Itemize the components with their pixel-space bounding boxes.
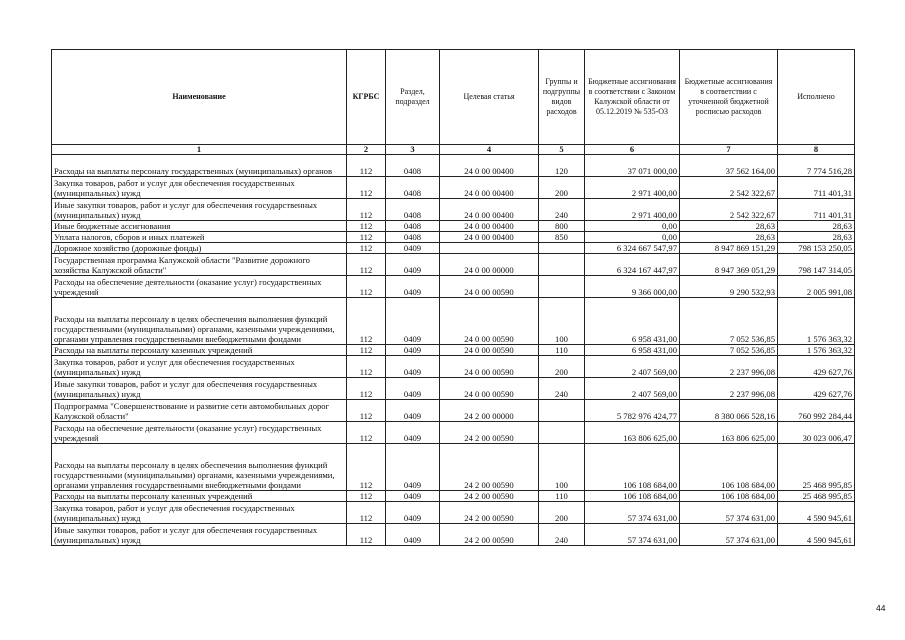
row-target-article-cell: 24 0 00 00590 xyxy=(440,356,539,378)
table-row xyxy=(52,276,855,298)
col-number: 3 xyxy=(386,145,440,155)
row-section-cell: 0409 xyxy=(386,378,440,400)
row-target-article-cell: 24 2 00 00590 xyxy=(440,502,539,524)
table-row xyxy=(52,400,855,422)
row-section-cell: 0409 xyxy=(386,444,440,491)
row-executed-amount-cell: 1 576 363,32 xyxy=(778,345,855,356)
table-row xyxy=(52,155,855,177)
row-revised-amount-cell: 7 052 536,85 xyxy=(680,345,778,356)
row-name-cell: Иные закупки товаров, работ и услуг для обеспечения государственных (муниципальных) нужд xyxy=(52,524,347,546)
row-executed-amount-cell: 1 576 363,32 xyxy=(778,298,855,345)
col-number: 2 xyxy=(347,145,386,155)
row-law-amount-cell: 6 958 431,00 xyxy=(585,345,680,356)
row-expense-type-cell xyxy=(539,243,585,254)
row-expense-type-cell: 110 xyxy=(539,345,585,356)
row-expense-type-cell: 240 xyxy=(539,524,585,546)
row-kgrbs-cell: 112 xyxy=(347,345,386,356)
row-target-article-cell: 24 0 00 00000 xyxy=(440,254,539,276)
row-revised-amount-cell: 8 947 869 151,29 xyxy=(680,243,778,254)
row-kgrbs-cell: 112 xyxy=(347,243,386,254)
row-target-article-cell: 24 0 00 00400 xyxy=(440,221,539,232)
col-number: 1 xyxy=(52,145,347,155)
row-name-cell: Расходы на выплаты персоналу в целях обеспечения выполнения функций государственными (муниципальными) органами, казенными учреждениями, органами управления государственными внебюджетными фондами xyxy=(52,444,347,491)
table-row xyxy=(52,378,855,400)
row-law-amount-cell: 2 971 400,00 xyxy=(585,177,680,199)
col-header-name: Наименование xyxy=(52,50,347,145)
row-section-cell: 0408 xyxy=(386,155,440,177)
col-number: 6 xyxy=(585,145,680,155)
row-target-article-cell: 24 2 00 00000 xyxy=(440,400,539,422)
row-executed-amount-cell: 429 627,76 xyxy=(778,378,855,400)
row-executed-amount-cell: 4 590 945,61 xyxy=(778,524,855,546)
row-law-amount-cell: 2 407 569,00 xyxy=(585,378,680,400)
row-target-article-cell: 24 0 00 00400 xyxy=(440,199,539,221)
row-revised-amount-cell: 8 380 066 528,16 xyxy=(680,400,778,422)
row-executed-amount-cell: 25 468 995,85 xyxy=(778,444,855,491)
row-expense-type-cell xyxy=(539,276,585,298)
row-target-article-cell: 24 2 00 00590 xyxy=(440,422,539,444)
row-target-article-cell: 24 2 00 00590 xyxy=(440,491,539,502)
row-revised-amount-cell: 9 290 532,93 xyxy=(680,276,778,298)
table-row xyxy=(52,254,855,276)
row-target-article-cell: 24 0 00 00400 xyxy=(440,155,539,177)
row-section-cell: 0409 xyxy=(386,298,440,345)
row-executed-amount-cell: 798 147 314,05 xyxy=(778,254,855,276)
row-target-article-cell: 24 2 00 00590 xyxy=(440,524,539,546)
row-executed-amount-cell: 798 153 250,05 xyxy=(778,243,855,254)
row-target-article-cell xyxy=(440,243,539,254)
col-header-target-article: Целевая статья xyxy=(440,50,539,145)
row-expense-type-cell: 240 xyxy=(539,199,585,221)
row-revised-amount-cell: 2 237 996,08 xyxy=(680,356,778,378)
row-section-cell: 0408 xyxy=(386,232,440,243)
row-kgrbs-cell: 112 xyxy=(347,378,386,400)
row-name-cell: Расходы на обеспечение деятельности (оказание услуг) государственных учреждений xyxy=(52,276,347,298)
row-kgrbs-cell: 112 xyxy=(347,221,386,232)
row-law-amount-cell: 37 071 000,00 xyxy=(585,155,680,177)
row-revised-amount-cell: 37 562 164,00 xyxy=(680,155,778,177)
row-executed-amount-cell: 28,63 xyxy=(778,221,855,232)
row-name-cell: Государственная программа Калужской области "Развитие дорожного хозяйства Калужской области" xyxy=(52,254,347,276)
table-row xyxy=(52,298,855,345)
row-executed-amount-cell: 429 627,76 xyxy=(778,356,855,378)
row-law-amount-cell: 57 374 631,00 xyxy=(585,524,680,546)
col-number: 8 xyxy=(778,145,855,155)
row-expense-type-cell: 200 xyxy=(539,356,585,378)
row-law-amount-cell: 5 782 976 424,77 xyxy=(585,400,680,422)
row-name-cell: Закупка товаров, работ и услуг для обеспечения государственных (муниципальных) нужд xyxy=(52,177,347,199)
row-executed-amount-cell: 25 468 995,85 xyxy=(778,491,855,502)
row-expense-type-cell: 100 xyxy=(539,444,585,491)
row-name-cell: Расходы на обеспечение деятельности (оказание услуг) государственных учреждений xyxy=(52,422,347,444)
table-row xyxy=(52,199,855,221)
row-kgrbs-cell: 112 xyxy=(347,254,386,276)
row-revised-amount-cell: 2 542 322,67 xyxy=(680,177,778,199)
col-header-expense-type: Группы и подгруппы видов расходов xyxy=(539,50,585,145)
row-law-amount-cell: 6 958 431,00 xyxy=(585,298,680,345)
row-section-cell: 0409 xyxy=(386,356,440,378)
row-law-amount-cell: 57 374 631,00 xyxy=(585,502,680,524)
row-revised-amount-cell: 106 108 684,00 xyxy=(680,491,778,502)
row-revised-amount-cell: 8 947 369 051,29 xyxy=(680,254,778,276)
row-section-cell: 0409 xyxy=(386,254,440,276)
page-number: 44 xyxy=(876,603,886,613)
row-expense-type-cell: 800 xyxy=(539,221,585,232)
row-expense-type-cell xyxy=(539,400,585,422)
row-expense-type-cell: 110 xyxy=(539,491,585,502)
row-revised-amount-cell: 28,63 xyxy=(680,221,778,232)
row-executed-amount-cell: 711 401,31 xyxy=(778,199,855,221)
table-row xyxy=(52,502,855,524)
table-row xyxy=(52,177,855,199)
row-section-cell: 0409 xyxy=(386,400,440,422)
row-kgrbs-cell: 112 xyxy=(347,491,386,502)
row-expense-type-cell: 120 xyxy=(539,155,585,177)
row-executed-amount-cell: 28,63 xyxy=(778,232,855,243)
row-kgrbs-cell: 112 xyxy=(347,199,386,221)
row-kgrbs-cell: 112 xyxy=(347,232,386,243)
table-row xyxy=(52,444,855,491)
row-section-cell: 0409 xyxy=(386,491,440,502)
row-executed-amount-cell: 711 401,31 xyxy=(778,177,855,199)
row-revised-amount-cell: 7 052 536,85 xyxy=(680,298,778,345)
row-name-cell: Расходы на выплаты персоналу в целях обеспечения выполнения функций государственными (муниципальными) органами, казенными учреждениями, органами управления государственными внебюджетными фондами xyxy=(52,298,347,345)
row-kgrbs-cell: 112 xyxy=(347,155,386,177)
row-revised-amount-cell: 163 806 625,00 xyxy=(680,422,778,444)
row-name-cell: Закупка товаров, работ и услуг для обеспечения государственных (муниципальных) нужд xyxy=(52,502,347,524)
col-number: 4 xyxy=(440,145,539,155)
row-law-amount-cell: 163 806 625,00 xyxy=(585,422,680,444)
table-row xyxy=(52,345,855,356)
row-executed-amount-cell: 30 023 006,47 xyxy=(778,422,855,444)
row-name-cell: Иные закупки товаров, работ и услуг для обеспечения государственных (муниципальных) нужд xyxy=(52,199,347,221)
col-header-revised-allocations: Бюджетные ассигнования в соответствии с уточненной бюджетной росписью расходов xyxy=(680,50,778,145)
row-kgrbs-cell: 112 xyxy=(347,276,386,298)
row-name-cell: Уплата налогов, сборов и иных платежей xyxy=(52,232,347,243)
row-expense-type-cell xyxy=(539,254,585,276)
row-kgrbs-cell: 112 xyxy=(347,524,386,546)
col-number: 7 xyxy=(680,145,778,155)
col-header-kgrbs: КГРБС xyxy=(347,50,386,145)
row-name-cell: Подпрограмма "Совершенствование и развитие сети автомобильных дорог Калужской области" xyxy=(52,400,347,422)
row-section-cell: 0409 xyxy=(386,502,440,524)
row-section-cell: 0408 xyxy=(386,221,440,232)
row-kgrbs-cell: 112 xyxy=(347,356,386,378)
row-law-amount-cell: 6 324 667 547,97 xyxy=(585,243,680,254)
row-name-cell: Закупка товаров, работ и услуг для обеспечения государственных (муниципальных) нужд xyxy=(52,356,347,378)
row-law-amount-cell: 106 108 684,00 xyxy=(585,444,680,491)
table-row xyxy=(52,524,855,546)
row-law-amount-cell: 9 366 000,00 xyxy=(585,276,680,298)
table-body xyxy=(52,155,855,546)
row-section-cell: 0408 xyxy=(386,199,440,221)
row-revised-amount-cell: 2 237 996,08 xyxy=(680,378,778,400)
row-law-amount-cell: 2 407 569,00 xyxy=(585,356,680,378)
row-executed-amount-cell: 2 005 991,08 xyxy=(778,276,855,298)
row-name-cell: Иные бюджетные ассигнования xyxy=(52,221,347,232)
row-law-amount-cell: 0,00 xyxy=(585,232,680,243)
row-expense-type-cell xyxy=(539,422,585,444)
row-expense-type-cell: 240 xyxy=(539,378,585,400)
row-name-cell: Дорожное хозяйство (дорожные фонды) xyxy=(52,243,347,254)
row-expense-type-cell: 100 xyxy=(539,298,585,345)
row-name-cell: Иные закупки товаров, работ и услуг для обеспечения государственных (муниципальных) нужд xyxy=(52,378,347,400)
row-executed-amount-cell: 760 992 284,44 xyxy=(778,400,855,422)
row-law-amount-cell: 106 108 684,00 xyxy=(585,491,680,502)
row-target-article-cell: 24 0 00 00400 xyxy=(440,232,539,243)
col-header-executed: Исполнено xyxy=(778,50,855,145)
table-row xyxy=(52,221,855,232)
row-target-article-cell: 24 0 00 00590 xyxy=(440,276,539,298)
row-executed-amount-cell: 7 774 516,28 xyxy=(778,155,855,177)
row-law-amount-cell: 0,00 xyxy=(585,221,680,232)
col-header-section: Раздел, подраздел xyxy=(386,50,440,145)
table-row xyxy=(52,243,855,254)
row-expense-type-cell: 850 xyxy=(539,232,585,243)
row-kgrbs-cell: 112 xyxy=(347,444,386,491)
row-revised-amount-cell: 2 542 322,67 xyxy=(680,199,778,221)
row-expense-type-cell: 200 xyxy=(539,502,585,524)
row-revised-amount-cell: 106 108 684,00 xyxy=(680,444,778,491)
row-revised-amount-cell: 57 374 631,00 xyxy=(680,524,778,546)
row-section-cell: 0409 xyxy=(386,345,440,356)
row-revised-amount-cell: 28,63 xyxy=(680,232,778,243)
row-target-article-cell: 24 0 00 00590 xyxy=(440,345,539,356)
table-row xyxy=(52,491,855,502)
row-section-cell: 0409 xyxy=(386,524,440,546)
row-revised-amount-cell: 57 374 631,00 xyxy=(680,502,778,524)
table-row xyxy=(52,356,855,378)
row-law-amount-cell: 6 324 167 447,97 xyxy=(585,254,680,276)
row-kgrbs-cell: 112 xyxy=(347,177,386,199)
row-kgrbs-cell: 112 xyxy=(347,502,386,524)
row-expense-type-cell: 200 xyxy=(539,177,585,199)
row-name-cell: Расходы на выплаты персоналу государственных (муниципальных) органов xyxy=(52,155,347,177)
row-section-cell: 0408 xyxy=(386,177,440,199)
row-target-article-cell: 24 0 00 00590 xyxy=(440,378,539,400)
row-target-article-cell: 24 0 00 00400 xyxy=(440,177,539,199)
row-kgrbs-cell: 112 xyxy=(347,422,386,444)
row-target-article-cell: 24 0 00 00590 xyxy=(440,298,539,345)
table-row xyxy=(52,422,855,444)
row-kgrbs-cell: 112 xyxy=(347,298,386,345)
column-number-row xyxy=(52,145,855,155)
row-name-cell: Расходы на выплаты персоналу казенных учреждений xyxy=(52,491,347,502)
budget-execution-table xyxy=(51,49,855,546)
col-header-law-allocations: Бюджетные ассигнования в соответствии с Законом Калужской области от 05.12.2019 № 535-ОЗ xyxy=(585,50,680,145)
table-row xyxy=(52,232,855,243)
row-target-article-cell: 24 2 00 00590 xyxy=(440,444,539,491)
row-executed-amount-cell: 4 590 945,61 xyxy=(778,502,855,524)
row-section-cell: 0409 xyxy=(386,276,440,298)
row-section-cell: 0409 xyxy=(386,422,440,444)
row-kgrbs-cell: 112 xyxy=(347,400,386,422)
row-name-cell: Расходы на выплаты персоналу казенных учреждений xyxy=(52,345,347,356)
row-section-cell: 0409 xyxy=(386,243,440,254)
header-row xyxy=(52,50,855,145)
row-law-amount-cell: 2 971 400,00 xyxy=(585,199,680,221)
col-number: 5 xyxy=(539,145,585,155)
